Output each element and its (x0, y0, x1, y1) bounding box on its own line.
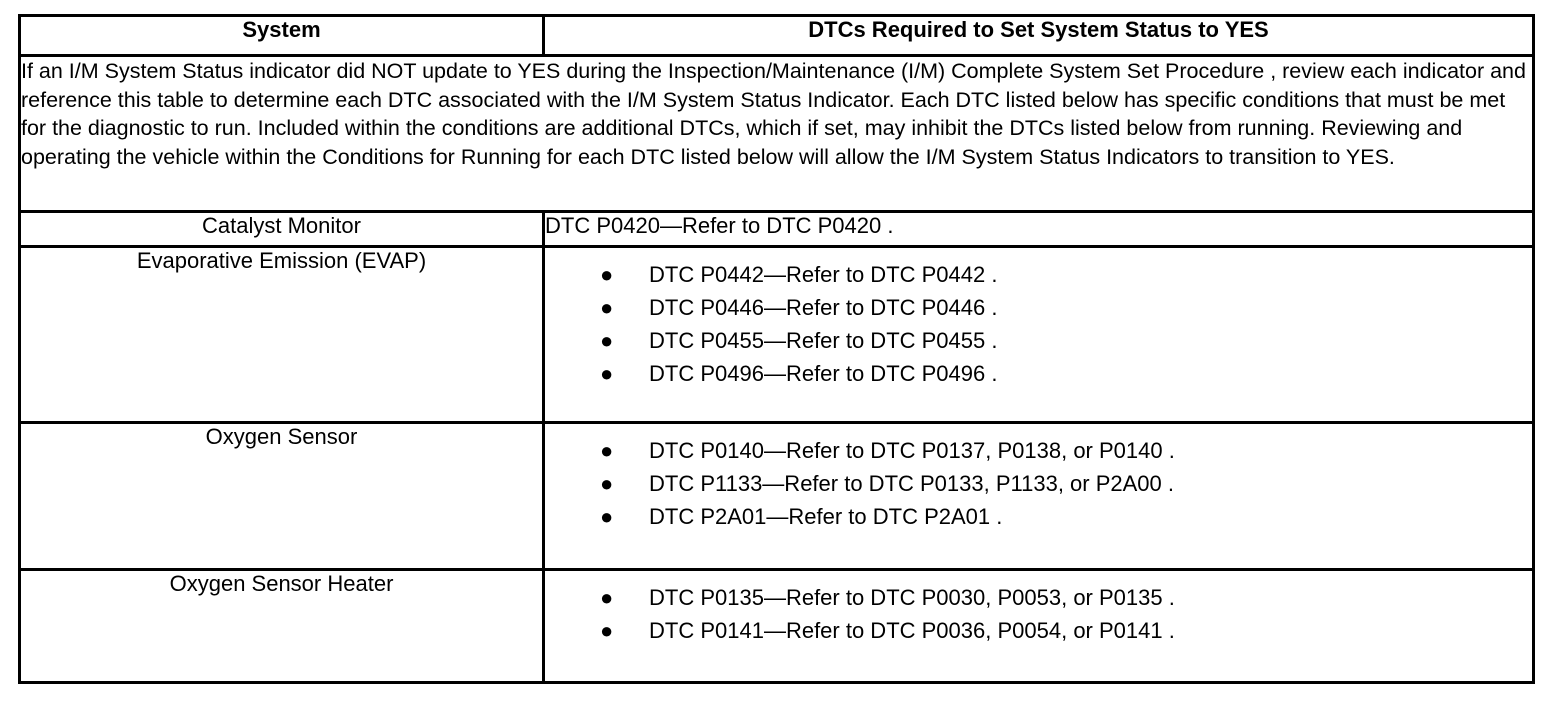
list-item (545, 614, 1532, 647)
list-item (545, 581, 1532, 614)
header-system: System (20, 16, 544, 56)
dtc-cell-oxygen-sensor-heater (544, 570, 1534, 683)
header-dtcs: DTCs Required to Set System Status to YES (544, 16, 1534, 56)
dtc-text: DTC P0446—Refer to DTC P0446 . (649, 295, 998, 320)
dtc-text: DTC P0141—Refer to DTC P0036, P0054, or P0141 . (649, 618, 1175, 643)
table-row (20, 212, 1534, 247)
dtc-list-oxygen-sensor-heater (545, 571, 1532, 647)
table-header-row (20, 16, 1534, 56)
dtc-text: DTC P0135—Refer to DTC P0030, P0053, or P0135 . (649, 585, 1175, 610)
dtc-text-catalyst-monitor: DTC P0420—Refer to DTC P0420 . (544, 212, 1534, 247)
table-intro-row (20, 56, 1534, 212)
bullet-icon: ● (600, 585, 614, 610)
dtc-list-oxygen-sensor (545, 424, 1532, 533)
bullet-icon: ● (600, 618, 614, 643)
dtc-text: DTC P0496—Refer to DTC P0496 . (649, 361, 998, 386)
table-row (20, 570, 1534, 683)
dtc-list-evap (545, 248, 1532, 390)
list-item (545, 324, 1532, 357)
dtc-table (18, 14, 1535, 684)
dtc-cell-oxygen-sensor (544, 423, 1534, 570)
system-name-catalyst-monitor: Catalyst Monitor (20, 212, 544, 247)
bullet-icon: ● (600, 361, 614, 386)
dtc-text: DTC P0140—Refer to DTC P0137, P0138, or P0140 . (649, 438, 1175, 463)
list-item (545, 357, 1532, 390)
bullet-icon: ● (600, 262, 614, 287)
dtc-cell-evap (544, 247, 1534, 423)
dtc-text: DTC P0442—Refer to DTC P0442 . (649, 262, 998, 287)
system-name-oxygen-sensor: Oxygen Sensor (20, 423, 544, 570)
bullet-icon: ● (600, 504, 614, 529)
system-name-oxygen-sensor-heater: Oxygen Sensor Heater (20, 570, 544, 683)
list-item (545, 258, 1532, 291)
dtc-text: DTC P0455—Refer to DTC P0455 . (649, 328, 998, 353)
table-row (20, 423, 1534, 570)
table-row (20, 247, 1534, 423)
list-item (545, 291, 1532, 324)
bullet-icon: ● (600, 438, 614, 463)
bullet-icon: ● (600, 328, 614, 353)
intro-text: If an I/M System Status indicator did NOT update to YES during the Inspection/Maintenance (I/M) Complete System Set Procedure , review each indicator and reference this table to determine each DTC associated with the I/M System Status Indicator. Each DTC listed below has specific conditions that must be met for the diagnostic to run. Included within the conditions are additional DTCs, which if set, may inhibit the DTCs listed below from running. Reviewing and operating the vehicle within the Conditions for Running for each DTC listed below will allow the I/M System Status Indicators to transition to YES. (20, 56, 1534, 212)
bullet-icon: ● (600, 295, 614, 320)
system-name-evap: Evaporative Emission (EVAP) (20, 247, 544, 423)
list-item (545, 500, 1532, 533)
list-item (545, 467, 1532, 500)
dtc-text: DTC P2A01—Refer to DTC P2A01 . (649, 504, 1003, 529)
list-item (545, 434, 1532, 467)
dtc-text: DTC P1133—Refer to DTC P0133, P1133, or P2A00 . (649, 471, 1175, 496)
bullet-icon: ● (600, 471, 614, 496)
